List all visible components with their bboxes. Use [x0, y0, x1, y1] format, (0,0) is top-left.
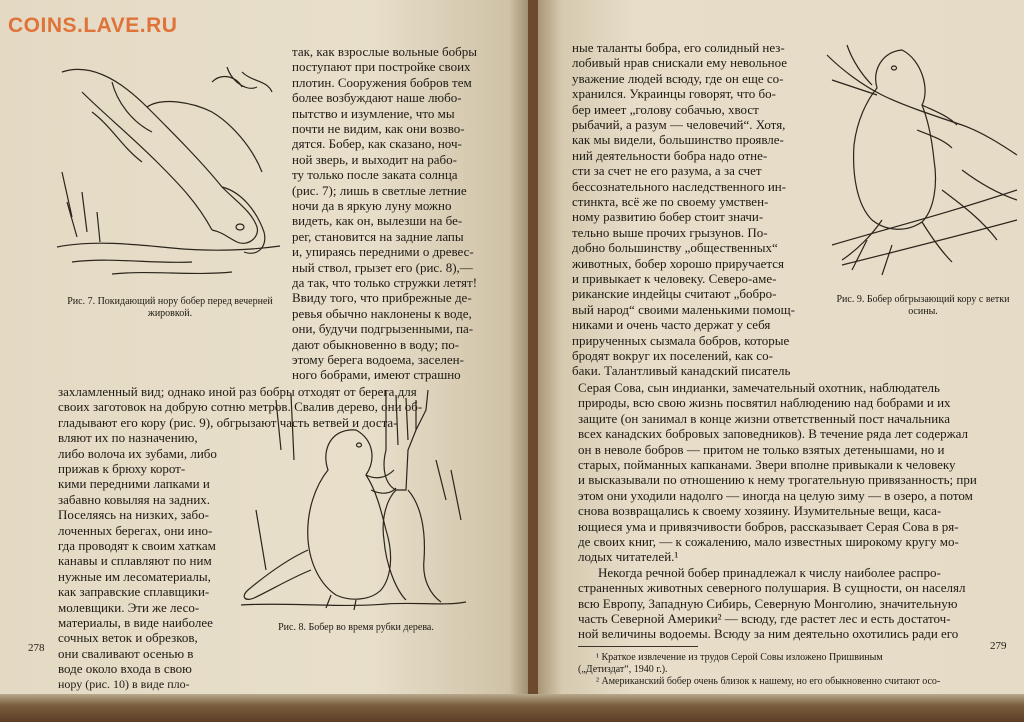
text-line: и, упираясь передними о древес-	[292, 244, 474, 260]
footnote-1-line-1: ¹ Краткое извлечение из трудов Серой Совы изложено Пришвиным	[596, 652, 883, 663]
text-line: и привыкает к человеку. Северо-аме-	[572, 271, 777, 286]
text-line: ревья обычно наклонены к воде,	[292, 305, 472, 321]
text-line: добно большинству „общественных“	[572, 240, 778, 256]
text-line: прирученных сызмала бобров, которые	[572, 332, 790, 348]
text-line: дятся. Бобер, как сказано, ноч-	[292, 136, 462, 152]
text-line: животных, бобер хорошо приручается	[572, 255, 784, 271]
page-number-right: 279	[990, 640, 1007, 652]
text-line: ту только после заката солнца	[292, 167, 458, 183]
caption-fig7: Рис. 7. Покидающий нору бобер перед вечерней жировкой.	[67, 296, 273, 319]
text-line: дают обыкновенно в воду; по-	[292, 336, 460, 352]
text-line: риканские индейцы считают „бобро-	[572, 286, 777, 302]
text-line: захламленный вид; однако иной раз бобры отходят от берега для	[58, 384, 417, 399]
text-line: канавы и сплавляют по ним	[58, 553, 212, 569]
text-line: страненных животных северного полушария. В сущности, он населял	[578, 580, 966, 596]
text-line: ный ствол, грызет его (рис. 8),—	[292, 259, 473, 275]
text-line: хранился. Украинцы говорят, что бо-	[572, 86, 776, 102]
text-line: более возбуждают наше любо-	[292, 90, 462, 106]
text-line: бессознательного наследственного ин-	[572, 178, 787, 194]
text-line: прижав к брюху корот-	[58, 461, 186, 476]
text-line: старых, пойманных капканами. Звери вполне привыкали к человеку	[578, 457, 956, 472]
watermark: COINS.LAVE.RU	[8, 14, 178, 37]
text-line: всех канадских бобровых заповедников). В течение ряда лет содержал	[578, 426, 968, 442]
text-line: ного бобрами, имеют страшно	[292, 367, 461, 383]
text-line: материалы, в виде наиболее	[58, 615, 213, 630]
text-line: лобивый нрав снискали ему невольное	[572, 55, 788, 71]
text-line: он в неволе бобров — притом не только взятых детенышами, но и	[578, 441, 945, 457]
text-line: Серая Сова, сын индианки, замечательный охотник, наблюдатель	[578, 380, 940, 395]
text-line: гладывают его кору (рис. 9), обгрызают часть ветвей и доста-	[58, 414, 398, 430]
text-line: гда проводят к своим хаткам	[58, 538, 216, 553]
text-line: либо волоча их зубами, либо	[58, 445, 217, 461]
text-line: так, как взрослые вольные бобры	[292, 44, 477, 59]
text-line: молевщики. Эти же лесо-	[58, 599, 200, 615]
text-line: никами и очень часто держат у себя	[572, 317, 771, 333]
text-line: вляют их по назначению,	[58, 430, 198, 446]
text-line: сочных веток и обрезков,	[58, 630, 198, 646]
text-line: они сваливают осенью в	[58, 645, 194, 661]
text-line: ющиеся ума и привязчивости бобров, рассказывает Серая Сова в ря-	[578, 518, 959, 534]
footnote-2-line-1: ² Американский бобер очень близок к нашему, но его обыкновенно считают осо-	[596, 676, 941, 687]
text-line: рег, становится на задние лапы	[292, 228, 464, 244]
text-line: они, будучи подгрызенными, па-	[292, 321, 474, 337]
text-line: как мы видели, большинство проявле-	[572, 132, 784, 148]
book-bottom-edge	[0, 694, 1024, 722]
text-line: забавно ковыляя на задних.	[58, 491, 211, 507]
text-line: природы, всю свою жизнь посвятил наблюдению над бобрами и их	[578, 395, 951, 411]
text-line: ночи да в яркую луну можно	[292, 198, 452, 213]
text-line: всю Европу, Западную Сибирь, Северную Монголию, значительную	[578, 595, 958, 611]
text-line: видеть, как он, вылезши на бе-	[292, 213, 463, 229]
footnote-1-line-2: („Детиздат“, 1940 г.).	[578, 664, 668, 675]
text-line: рыбачий, а разум — человечий“. Хотя,	[572, 117, 786, 132]
text-line: да так, что только стружки летят!	[292, 275, 478, 290]
text-line: баки. Талантливый канадский писатель	[572, 363, 791, 379]
figure-7-beaver-leaving-burrow	[52, 52, 282, 288]
text-line: кими передними лапками и	[58, 476, 210, 492]
caption-fig8: Рис. 8. Бобер во время рубки дерева.	[278, 622, 434, 633]
text-line: почти не видим, как они возво-	[292, 121, 465, 136]
text-line: этому берега водоема, заселен-	[292, 352, 464, 367]
figure-9-beaver-gnawing-branch	[822, 40, 1020, 280]
text-line: как заправские сплавщики-	[58, 584, 210, 600]
text-line: защите (он занимал в конце жизни ответственный пост начальника	[578, 410, 951, 426]
text-line: Ввиду того, что прибрежные де-	[292, 290, 472, 306]
text-line: нужные им лесоматериалы,	[58, 568, 211, 584]
text-line: бродят вокруг их поселений, как со-	[572, 348, 773, 363]
text-line: ной величины водоемы. Всюду за ним деятельно охотились ради его	[578, 626, 959, 642]
text-line: снова возвращались к своему хозяину. Изумительные вещи, каса-	[578, 503, 942, 519]
text-line: ний деятельности бобра надо отне-	[572, 147, 768, 163]
text-line: часть Северной Америки² — всюду, где растет лес и есть достаточ-	[578, 611, 951, 626]
text-line: тельно выше прочих грызунов. По-	[572, 224, 768, 240]
text-line: пытство и изумление, что мы	[292, 105, 455, 121]
text-line: плотин. Сооружения бобров тем	[292, 74, 472, 90]
text-line: сти за счет не его разума, а за счет	[572, 163, 762, 179]
text-line: поступают при постройке своих	[292, 59, 471, 75]
text-line: этом они уходили надолго — иногда на целую зиму — в озеро, а потом	[578, 487, 973, 503]
footnote-rule	[578, 646, 698, 647]
text-line: ной зверь, и выходит на рабо-	[292, 151, 457, 167]
figure-8-beaver-cutting-tree	[236, 390, 468, 612]
text-line: стинкта, всё же по своему умствен-	[572, 194, 769, 209]
text-line: воде около входа в свою	[58, 661, 192, 677]
text-line: лоченных берегах, они ино-	[58, 522, 213, 538]
page-number-left: 278	[28, 642, 45, 654]
text-line: бер имеет „голову собачью, хвост	[572, 101, 759, 117]
text-line: ному развитию бобер стоит значи-	[572, 209, 764, 225]
text-line: и высказывали по отношению к нему трогательную привязанность; при	[578, 472, 977, 488]
text-line: лодых читателей.¹	[578, 549, 679, 565]
text-line: Некогда речной бобер принадлежал к числу наиболее распро-	[598, 564, 941, 580]
caption-fig9: Рис. 9. Бобер обгрызающий кору с ветки осины.	[836, 294, 1010, 317]
text-line: де своих книг, — к сожалению, мало известных широкому кругу мо-	[578, 534, 959, 549]
text-line: уважение людей всюду, где он еще со-	[572, 70, 784, 86]
text-line: ные таланты бобра, его солидный нез-	[572, 40, 785, 55]
text-line: (рис. 7); лишь в светлые летние	[292, 182, 467, 198]
text-line: Поселяясь на низких, забо-	[58, 507, 209, 523]
text-line: нору (рис. 10) в виде пло-	[58, 676, 190, 691]
text-line: вый народ“ своими маленькими помощ-	[572, 301, 795, 317]
text-line: своих заготовок на добрую сотню метров. Свалив дерево, они об-	[58, 399, 423, 415]
